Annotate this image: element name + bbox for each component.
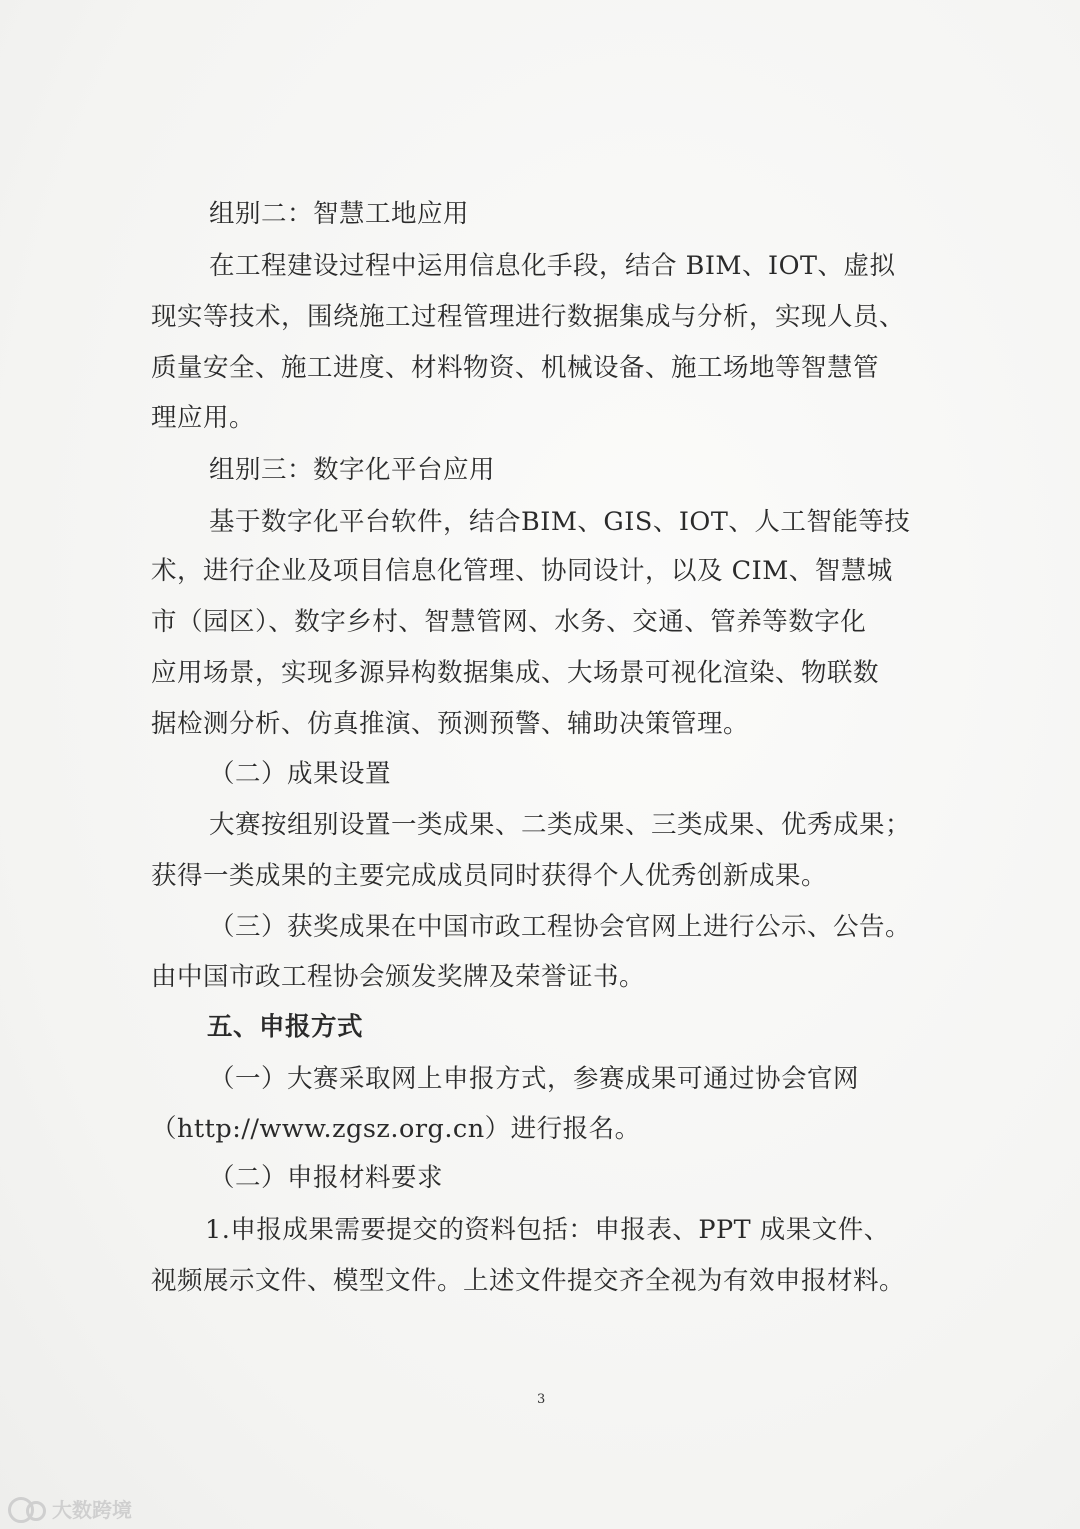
text-line: 术，进行企业及项目信息化管理、协同设计，以及 CIM、智慧城 <box>151 556 893 586</box>
text-line-url: （http://www.zgsz.org.cn）进行报名。 <box>151 1114 641 1144</box>
text-line: 市（园区）、数字乡村、智慧管网、水务、交通、管养等数字化 <box>151 607 867 637</box>
watermark-text: 大数跨境 <box>52 1497 132 1522</box>
text-line: 应用场景，实现多源异构数据集成、大场景可视化渲染、物联数 <box>151 658 880 688</box>
subsection-heading-materials: （二）申报材料要求 <box>209 1163 444 1193</box>
text-line: （一）大赛采取网上申报方式，参赛成果可通过协会官网 <box>209 1064 860 1094</box>
page-number: 3 <box>537 1392 546 1407</box>
text-line: 质量安全、施工进度、材料物资、机械设备、施工场地等智慧管 <box>151 353 880 383</box>
text-line: 获得一类成果的主要完成成员同时获得个人优秀创新成果。 <box>151 861 828 891</box>
text-line: （三）获奖成果在中国市政工程协会官网上进行公示、公告。 <box>209 912 912 942</box>
text-line: 基于数字化平台软件，结合BIM、GIS、IOT、人工智能等技 <box>209 507 911 537</box>
section-heading-application: 五、申报方式 <box>207 1012 364 1042</box>
text-line-group2-heading: 组别二：智慧工地应用 <box>209 199 470 229</box>
section-heading-results: （二）成果设置 <box>209 759 392 789</box>
text-line: 大赛按组别设置一类成果、二类成果、三类成果、优秀成果； <box>209 810 912 840</box>
text-line-group3-heading: 组别三：数字化平台应用 <box>209 455 496 485</box>
text-line: 据检测分析、仿真推演、预测预警、辅助决策管理。 <box>151 709 750 739</box>
text-line: 在工程建设过程中运用信息化手段，结合 BIM、IOT、虚拟 <box>209 251 896 281</box>
text-line: 由中国市政工程协会颁发奖牌及荣誉证书。 <box>151 962 646 992</box>
text-line: 视频展示文件、模型文件。上述文件提交齐全视为有效申报材料。 <box>151 1266 906 1296</box>
watermark <box>6 1493 132 1523</box>
watermark-logo-icon <box>6 1493 46 1523</box>
text-line: 1.申报成果需要提交的资料包括：申报表、PPT 成果文件、 <box>205 1215 890 1245</box>
text-line: 理应用。 <box>151 403 256 433</box>
text-line: 现实等技术，围绕施工过程管理进行数据集成与分析，实现人员、 <box>151 302 906 332</box>
